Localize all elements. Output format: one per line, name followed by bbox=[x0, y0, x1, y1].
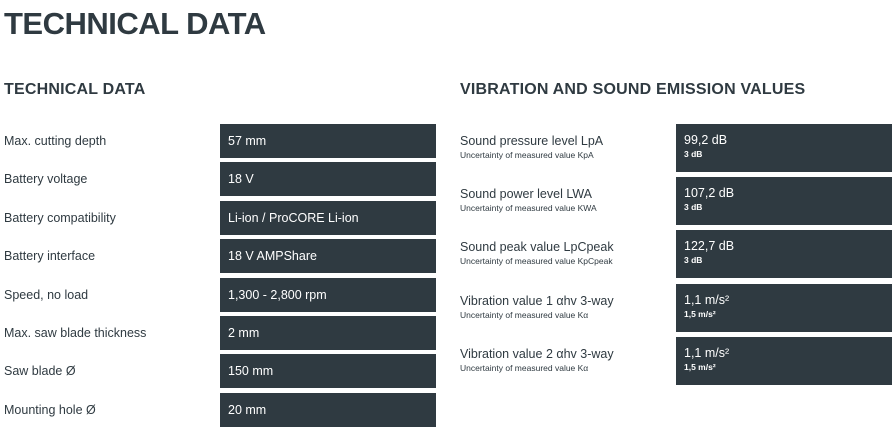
spec-row-speed-no-load bbox=[0, 278, 440, 316]
emission-label: Vibration value 1 αhv 3-way bbox=[460, 293, 614, 308]
emission-row-sound-peak-value bbox=[456, 230, 893, 283]
spec-row-battery-voltage bbox=[0, 162, 440, 200]
emission-uncertainty-value: 3 dB bbox=[684, 149, 703, 159]
emission-value: 122,7 dB bbox=[684, 239, 735, 254]
spec-label: Battery interface bbox=[4, 249, 96, 264]
spec-value: 20 mm bbox=[220, 393, 436, 427]
emission-sublabel: Uncertainty of measured value KpCpeak bbox=[460, 256, 613, 267]
emission-label: Vibration value 2 αhv 3-way bbox=[460, 346, 614, 361]
page-title: TECHNICAL DATA bbox=[4, 6, 266, 41]
emission-uncertainty-value: 1,5 m/s² bbox=[684, 308, 716, 319]
spec-value: 18 V bbox=[220, 162, 436, 196]
spec-row-battery-interface bbox=[0, 239, 440, 277]
emission-value: 107,2 dB bbox=[684, 186, 735, 201]
emission-row-vibration-value-1 bbox=[456, 284, 893, 337]
technical-data-table bbox=[0, 124, 440, 429]
emission-uncertainty-value: 3 dB bbox=[684, 202, 703, 213]
spec-row-battery-compatibility bbox=[0, 201, 440, 239]
spec-label: Mounting hole Ø bbox=[4, 402, 96, 417]
emission-uncertainty-value: 1,5 m/s² bbox=[684, 361, 716, 372]
emission-uncertainty-value: 3 dB bbox=[684, 255, 703, 266]
emission-label: Sound peak value LpCpeak bbox=[460, 240, 614, 255]
spec-row-saw-blade-diameter bbox=[0, 354, 440, 392]
emission-sublabel: Uncertainty of measured value KWA bbox=[460, 203, 597, 214]
spec-value: 2 mm bbox=[220, 316, 436, 350]
spec-row-max-saw-blade-thickness bbox=[0, 316, 440, 354]
emission-sublabel: Uncertainty of measured value KpA bbox=[460, 150, 594, 160]
emission-section-title: VIBRATION AND SOUND EMISSION VALUES bbox=[460, 81, 806, 98]
emission-row-sound-power-level bbox=[456, 177, 893, 230]
spec-value: 18 V AMPShare bbox=[220, 239, 436, 273]
emission-value: 1,1 m/s² bbox=[684, 345, 730, 360]
spec-value: Li-ion / ProCORE Li-ion bbox=[220, 201, 436, 235]
spec-row-mounting-hole-diameter bbox=[0, 393, 440, 429]
emission-sublabel: Uncertainty of measured value Kα bbox=[460, 362, 589, 373]
spec-value: 57 mm bbox=[220, 124, 436, 158]
emission-value: 99,2 dB bbox=[684, 133, 728, 147]
spec-label: Battery voltage bbox=[4, 172, 88, 187]
spec-value: 150 mm bbox=[220, 354, 436, 388]
emission-label: Sound power level LWA bbox=[460, 187, 593, 202]
technical-data-section-title: TECHNICAL DATA bbox=[4, 81, 146, 98]
spec-row-max-cutting-depth bbox=[0, 124, 440, 162]
emission-values-table bbox=[456, 124, 893, 390]
emission-row-sound-pressure-level bbox=[456, 124, 893, 177]
emission-label: Sound pressure level LpA bbox=[460, 134, 604, 148]
spec-label: Max. cutting depth bbox=[4, 134, 107, 148]
spec-label: Battery compatibility bbox=[4, 210, 116, 225]
spec-label: Max. saw blade thickness bbox=[4, 325, 147, 340]
spec-label: Saw blade Ø bbox=[4, 364, 76, 379]
spec-value: 1,300 - 2,800 rpm bbox=[220, 278, 436, 312]
emission-row-vibration-value-2 bbox=[456, 337, 893, 390]
emission-sublabel: Uncertainty of measured value Kα bbox=[460, 309, 589, 320]
spec-label: Speed, no load bbox=[4, 287, 89, 302]
emission-value: 1,1 m/s² bbox=[684, 292, 730, 307]
